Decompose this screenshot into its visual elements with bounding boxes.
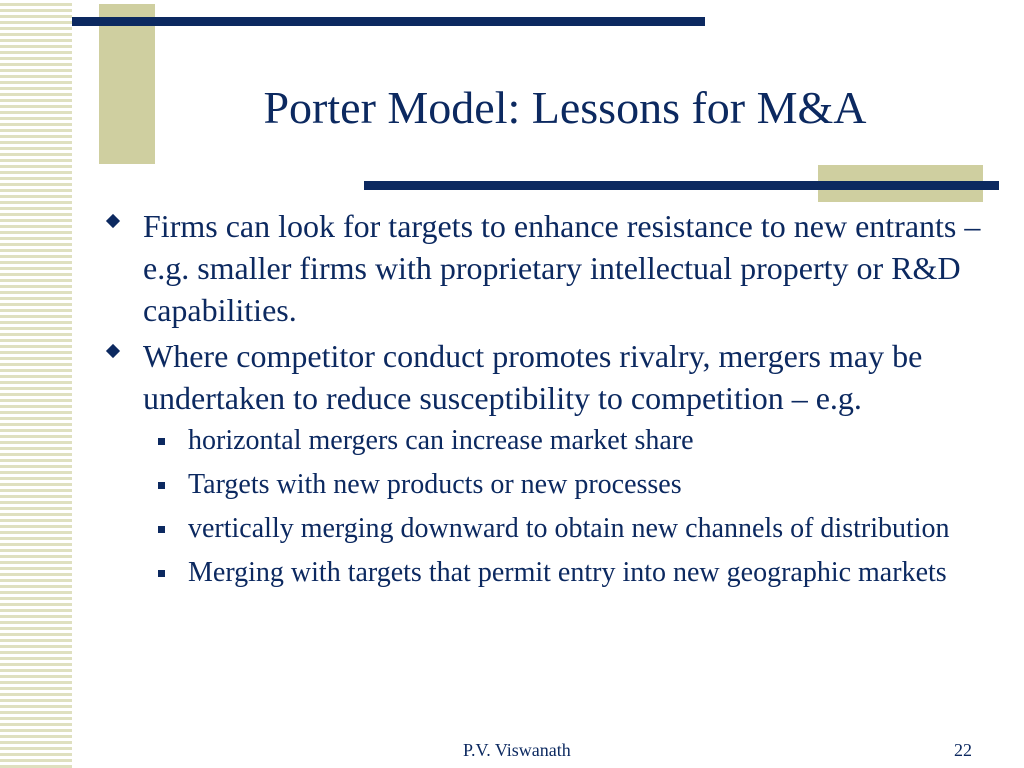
sub-bullet-text: Merging with targets that permit entry into new geographic markets [188, 557, 947, 588]
sub-bullet-text: horizontal mergers can increase market share [188, 425, 694, 456]
square-icon [158, 570, 165, 577]
square-icon [158, 482, 165, 489]
page-number: 22 [954, 740, 972, 760]
bullet-item-2 [102, 335, 982, 419]
footer-author: P.V. Viswanath [463, 740, 571, 760]
diamond-icon [106, 214, 120, 228]
sub-bullet-item-1 [145, 423, 982, 458]
sub-bullet-text: vertically merging downward to obtain new channels of distribution [188, 513, 950, 544]
slide-content [102, 205, 982, 599]
bullet-text: Where competitor conduct promotes rivalry, mergers may be undertaken to reduce susceptibility to competition – e.g. [143, 338, 923, 416]
bullet-text: Firms can look for targets to enhance resistance to new entrants – e.g. smaller firms with proprietary intellectual property or R&D capabilities. [143, 208, 981, 328]
title-underline [364, 181, 999, 190]
sub-bullet-list [102, 423, 982, 590]
side-stripe-decoration [0, 0, 72, 768]
sub-bullet-item-3 [145, 511, 982, 546]
top-decorative-line [72, 17, 705, 26]
sub-bullet-text: Targets with new products or new processes [188, 469, 682, 500]
sub-bullet-item-4 [145, 555, 982, 590]
square-icon [158, 438, 165, 445]
top-decorative-block [99, 4, 155, 164]
square-icon [158, 526, 165, 533]
sub-bullet-item-2 [145, 467, 982, 502]
bullet-item-1 [102, 205, 982, 331]
diamond-icon [106, 344, 120, 358]
slide-title: Porter Model: Lessons for M&A [263, 82, 867, 133]
